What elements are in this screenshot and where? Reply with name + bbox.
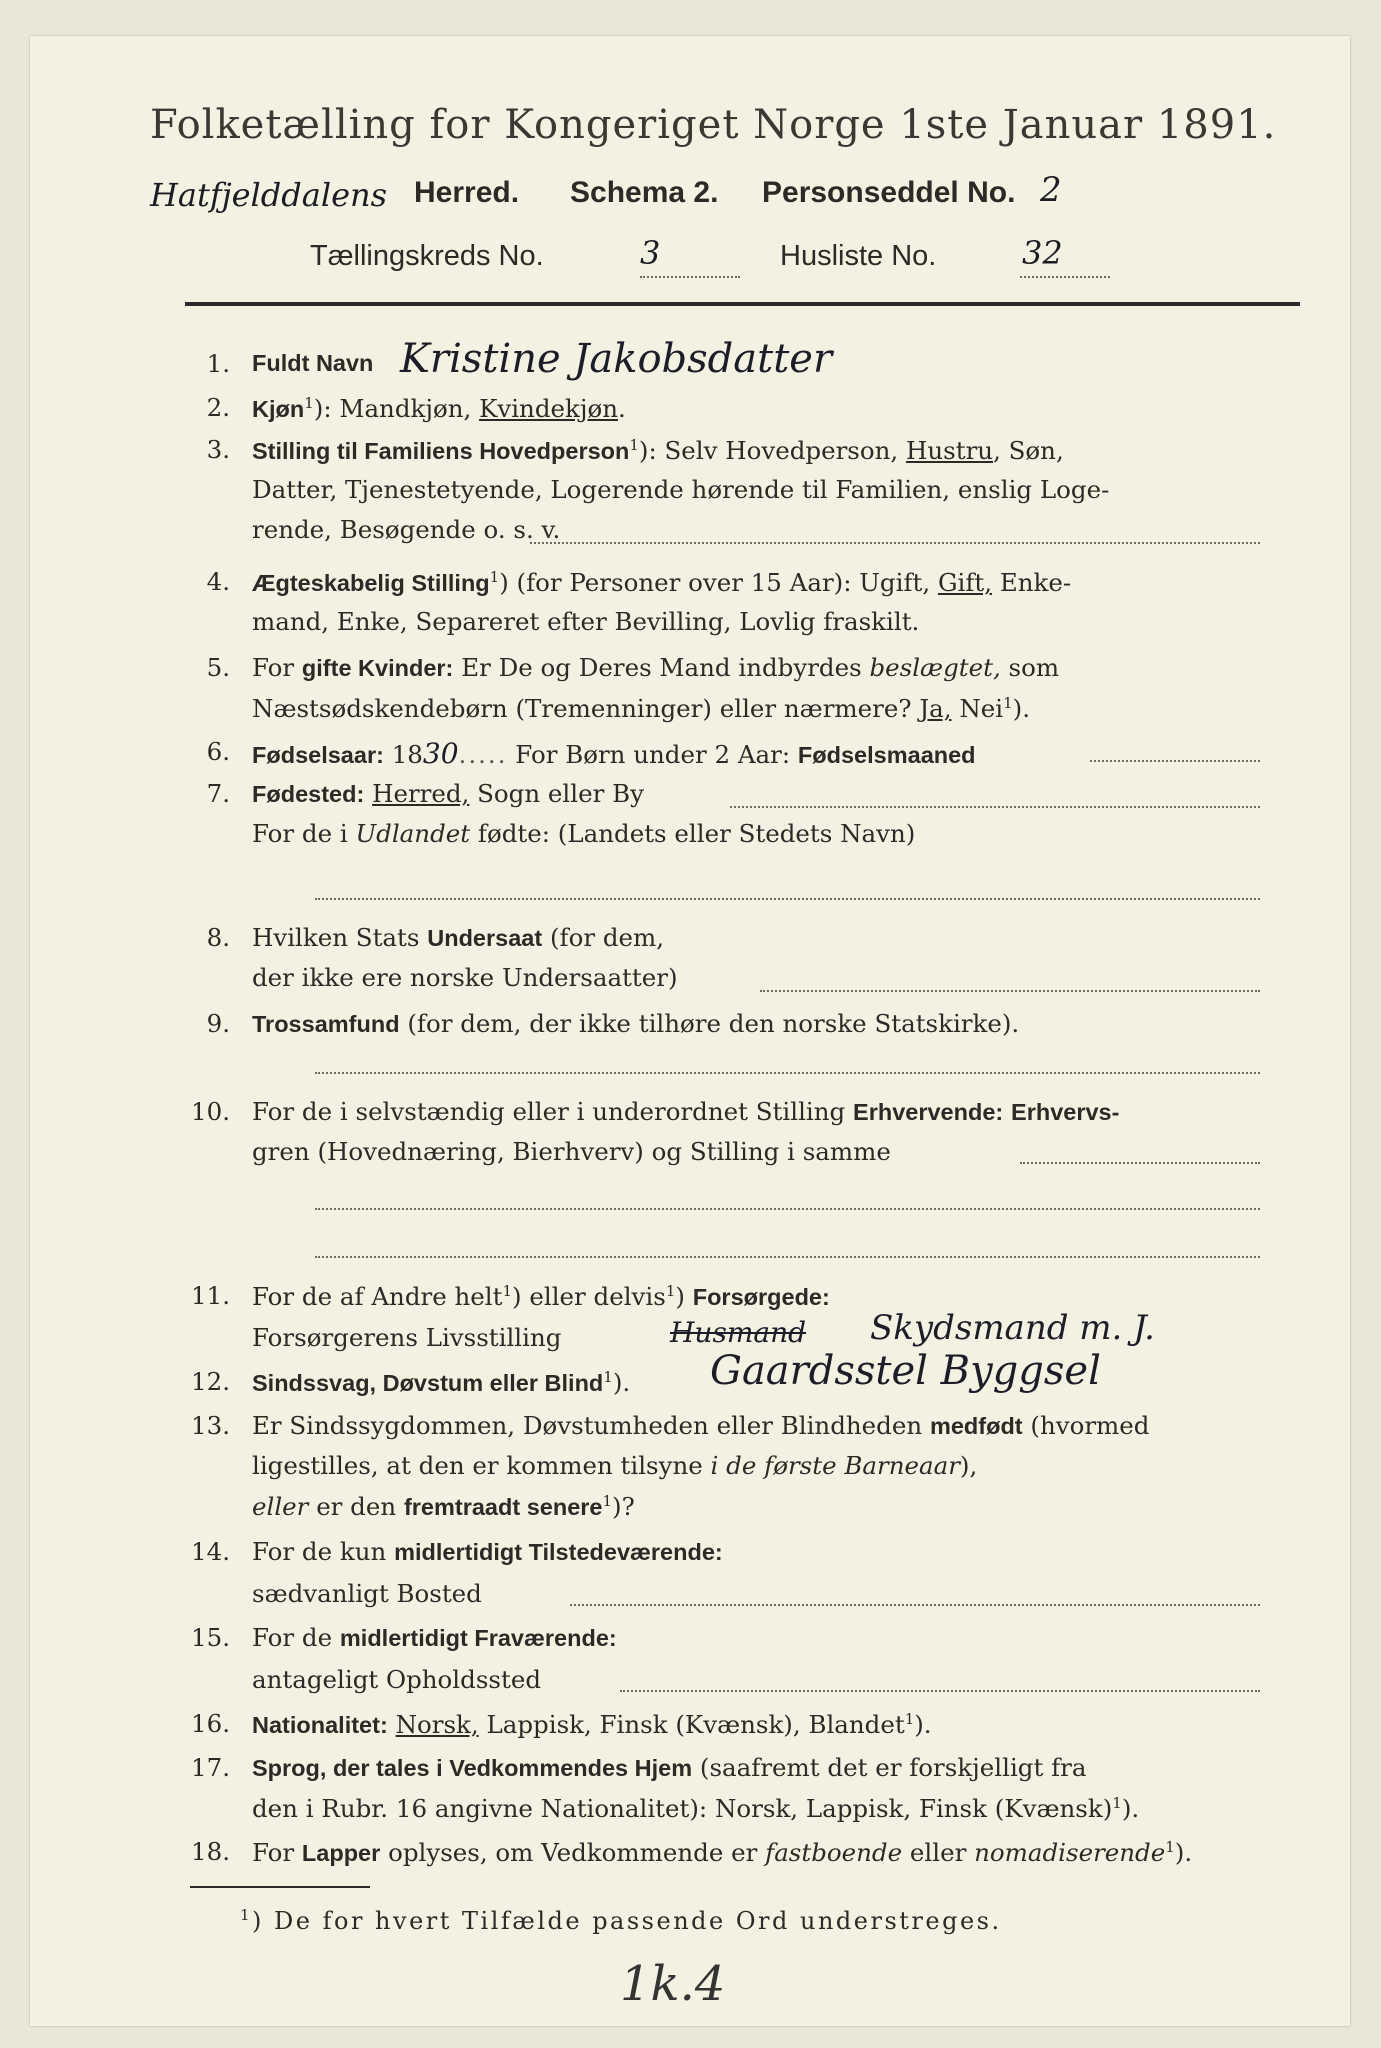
census-form: Folketælling for Kongeriget Norge 1ste Januar 1891. Hatfjelddalens Herred. Schema 2. Personseddel No. 2 Tællingskreds No. 3 Husliste No. 32 1. Fuldt Navn Kristine Jakobsdatter 2. Kjøn$^1$): Mandkjøn, Kvindekjøn. 3. Stilling til Familiens Hovedperson$^1$): Selv Hovedperson, Hustru, Søn, Datter, Tjenestetyende, Logerende hørende til Familien, enslig Loge- rende, Besøgende o. s. v. 4. Ægteskabelig Stilling$^1$) (for Personer over 15 Aar): Ugift, Gift, Enke- mand, Enke, Separeret efter Bevilling, Lovlig fraskilt. 5. For gifte Kvinder: Er De og Deres Mand indbyrdes beslægtet, som Næstsødskendebørn (Tremenninger) eller nærmere? Ja, Nei$^1$). 6. Fødselsaar: 1830..... For Børn under 2 Aar: Fødselsmaaned 7. Fødested: Herred, Sogn eller By For de i Udlandet fødte: (Landets eller Stedets Navn) 8. Hvilken Stats Undersaat (for dem, der ikke ere norske Undersaatter) 9. Trossamfund (for dem, der ikke tilhøre den norske Statskirke). 10. For de i selvstændig eller i underordnet Stilling Erhvervende: Erhvervs- gren (Hovednæring, Bierhverv) og Stilling i samme 11. For de af Andre helt$^1$) eller delvis$^1$) Forsørgede: Forsørgerens Livsstilling Husmand Skydsmand m. J. 12. Sindssvag, Døvstum eller Blind$^1$). Gaardsstel Byggsel 13. Er Sindssygdommen, Døvstumheden eller Blindheden medfødt (hvormed ligestilles, at den er kommen tilsyne i de første Barneaar), eller er den fremtraadt senere$^1$)? 14. For de kun midlertidigt Tilstedeværende: sædvanligt Bosted 15. For de midlertidigt Fraværende: antageligt Opholdssted 16. Nationalitet: Norsk, Lappisk, Finsk (Kvænsk), Blandet$^1$). 17. Sprog, der tales i Vedkommendes Hjem (saafremt det er forskjelligt fra den i Rubr. 16 angivne Nationalitet): Norsk, Lappisk, Finsk (Kvænsk)$^1$). 18. For Lapper oplyses, om Vedkommende er fastboende eller nomadiserende$^1$). $^1$) De for hvert Tilfælde passende Ord understreges. 1k.4 bbox=[30, 36, 1350, 2026]
header-line-3 bbox=[310, 234, 1210, 288]
personseddel-label: Personseddel No. bbox=[762, 176, 1016, 209]
full-name-value: Kristine Jakobsdatter bbox=[400, 336, 833, 382]
personseddel-no: 2 bbox=[1040, 170, 1062, 210]
husliste-label: Husliste No. bbox=[780, 240, 937, 272]
herred-label: Herred. bbox=[414, 176, 520, 209]
provider-struck-value: Husmand bbox=[670, 1316, 807, 1349]
kreds-dots bbox=[640, 276, 740, 278]
birth-year-value: 30 bbox=[422, 737, 459, 770]
provider-value: Skydsmand m. J. bbox=[870, 1308, 1155, 1348]
footnote: $^1$) De for hvert Tilfælde passende Ord understreges. bbox=[240, 1906, 1002, 1935]
husliste-no: 32 bbox=[1022, 234, 1063, 272]
form-title: Folketælling for Kongeriget Norge 1ste Januar 1891. bbox=[150, 102, 1277, 148]
husliste-dots bbox=[1020, 276, 1110, 278]
header-line-2 bbox=[150, 170, 1250, 226]
kreds-label: Tællingskreds No. bbox=[310, 240, 544, 272]
schema-label: Schema 2. bbox=[570, 176, 719, 209]
header-rule bbox=[185, 302, 1300, 306]
herred-name: Hatfjelddalens bbox=[150, 176, 388, 214]
bottom-handwritten-mark: 1k.4 bbox=[620, 1956, 726, 2012]
disability-value: Gaardsstel Byggsel bbox=[710, 1348, 1101, 1394]
kreds-no: 3 bbox=[640, 234, 661, 272]
footnote-rule bbox=[190, 1886, 370, 1888]
